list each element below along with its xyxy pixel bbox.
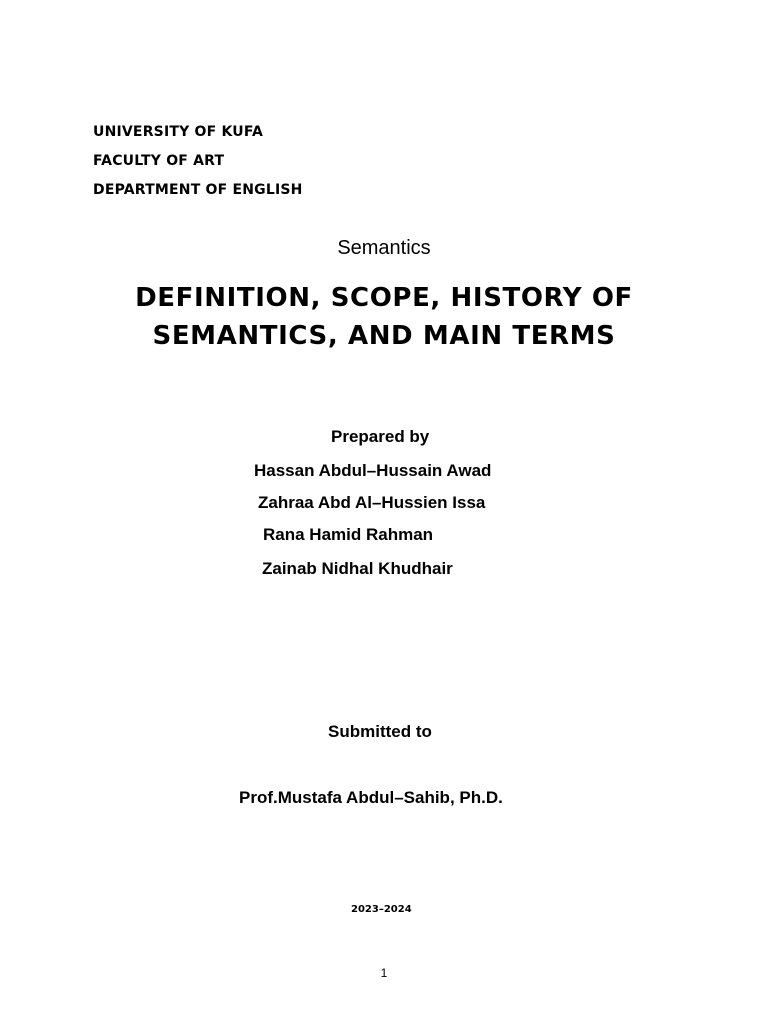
author-name: Zainab Nidhal Khudhair (262, 559, 453, 578)
faculty-name: FACULTY OF ART (93, 153, 225, 169)
document-title-line-2: SEMANTICS, AND MAIN TERMS (152, 321, 616, 351)
department-name: DEPARTMENT OF ENGLISH (93, 182, 303, 198)
author-name: Rana Hamid Rahman (263, 525, 434, 544)
academic-year: 2023–2024 (351, 904, 412, 915)
course-name: Semantics (337, 237, 431, 259)
submitted-to-label: Submitted to (328, 722, 432, 741)
page-number: 1 (380, 966, 388, 980)
author-name: Zahraa Abd Al–Hussien Issa (258, 493, 486, 512)
document-title-line-1: DEFINITION, SCOPE, HISTORY OF (135, 283, 633, 313)
prepared-by-label: Prepared by (331, 427, 430, 446)
author-name: Hassan Abdul–Hussain Awad (254, 461, 492, 480)
university-name: UNIVERSITY OF KUFA (93, 124, 264, 140)
supervisor-name: Prof.Mustafa Abdul–Sahib, Ph.D. (239, 788, 503, 807)
